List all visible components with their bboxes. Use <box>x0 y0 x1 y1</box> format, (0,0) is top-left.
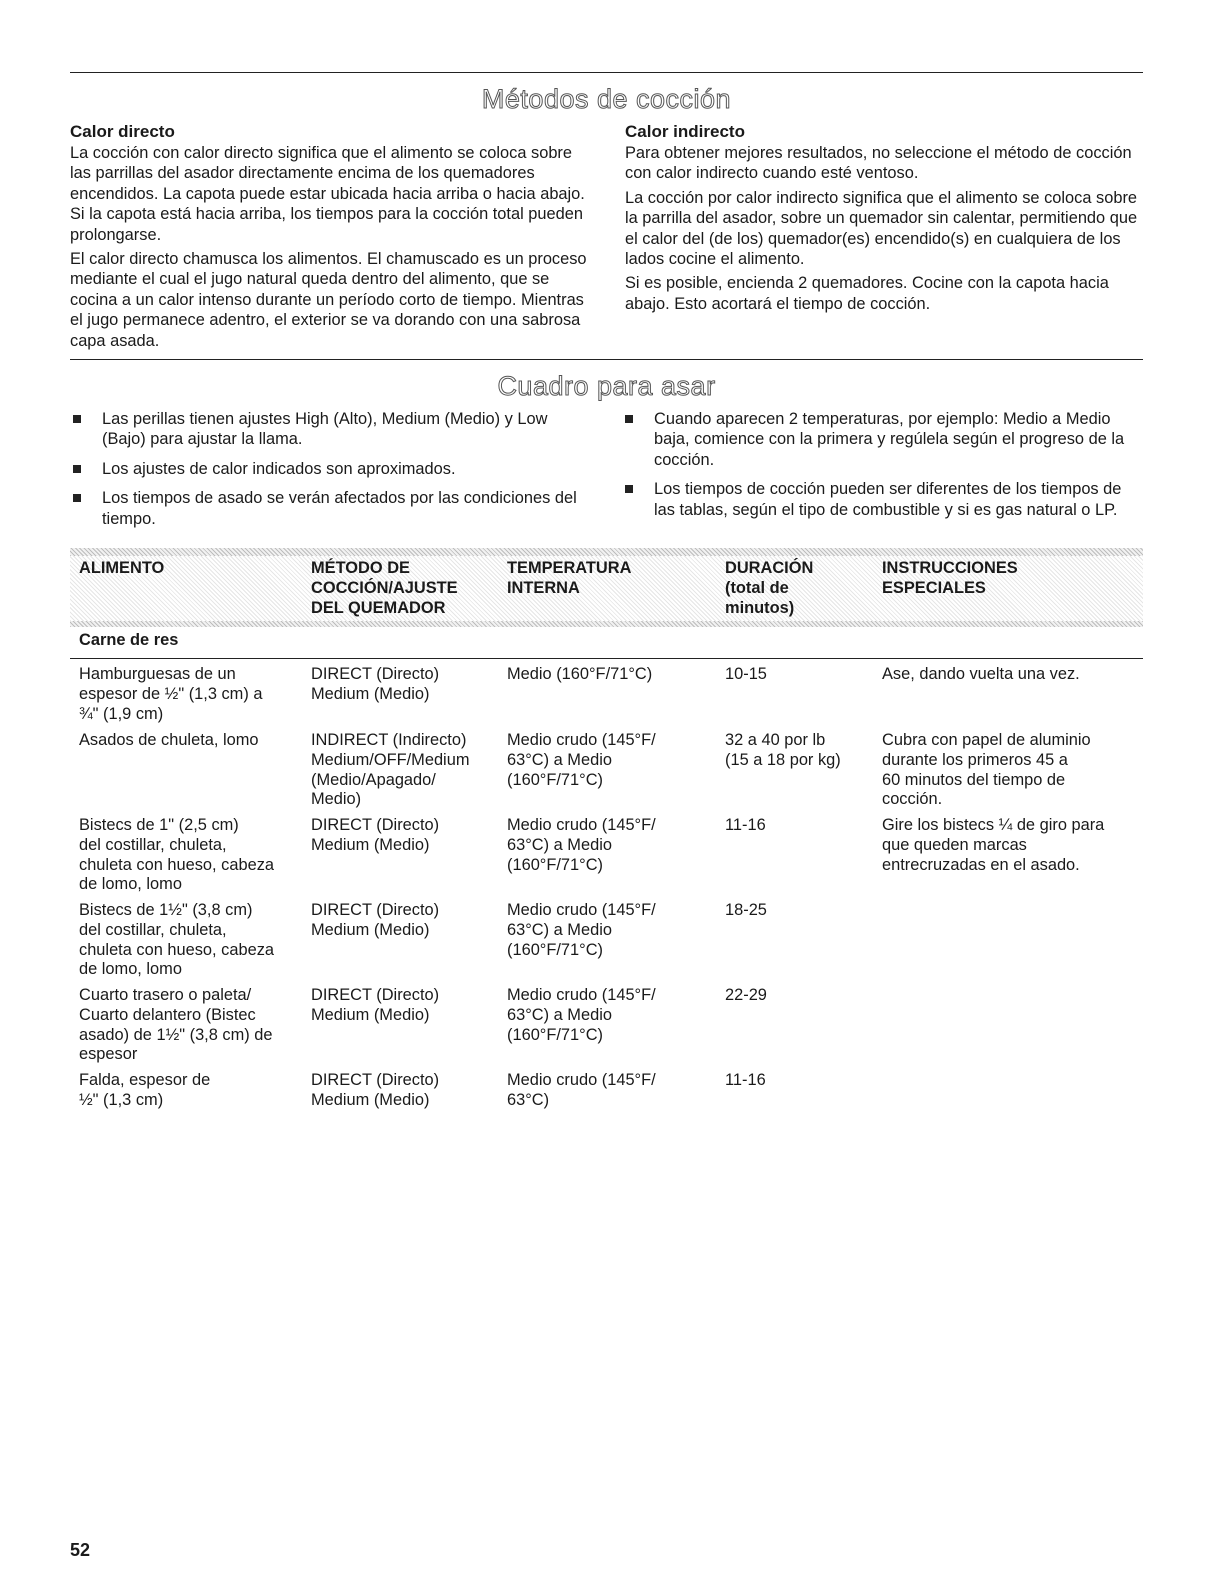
indirect-heat-heading: Calor indirecto <box>625 122 745 141</box>
table-cell-instructions: Cubra con papel de aluminio durante los primeros 45 a 60 minutos del tiempo de cocción. <box>882 731 1091 809</box>
table-cell-food: Asados de chuleta, lomo <box>79 731 259 749</box>
header-instructions: INSTRUCCIONES ESPECIALES <box>882 559 1018 597</box>
table-cell-food: Hamburguesas de un espesor de ½" (1,3 cm) a ¾" (1,9 cm) <box>79 665 263 723</box>
notes-right-list <box>622 409 1143 529</box>
table-cell-method: DIRECT (Directo) Medium (Medio) <box>311 986 440 1024</box>
list-item: Los tiempos de cocción pueden ser diferentes de los tiempos de las tablas, según el tipo de combustible y si es gas natural o LP. <box>622 479 1143 520</box>
list-item: Las perillas tienen ajustes High (Alto), Medium (Medio) y Low (Bajo) para ajustar la llama. <box>70 409 595 450</box>
bullet-square-icon <box>625 415 633 423</box>
header-food: ALIMENTO <box>79 559 165 577</box>
table-cell-duration: 32 a 40 por lb (15 a 18 por kg) <box>725 731 841 769</box>
table-cell-duration: 10-15 <box>725 665 767 683</box>
table-cell-temperature: Medio crudo (145°F/ 63°C) <box>507 1071 656 1109</box>
bullet-square-icon <box>73 465 81 473</box>
bullet-square-icon <box>625 485 633 493</box>
table-cell-food: Bistecs de 1" (2,5 cm) del costillar, chuleta, chuleta con hueso, cabeza de lomo, lomo <box>79 816 275 894</box>
header-temperature: TEMPERATURA INTERNA <box>507 559 632 597</box>
direct-heat-heading: Calor directo <box>70 122 175 141</box>
table-cell-duration: 11-16 <box>725 816 766 834</box>
table-cell-method: INDIRECT (Indirecto) Medium/OFF/Medium (Medio/Apagado/ Medio) <box>311 731 470 809</box>
table-top-band <box>70 548 1143 556</box>
table-cell-method: DIRECT (Directo) Medium (Medio) <box>311 901 440 939</box>
methods-title: Métodos de cocción <box>481 84 732 114</box>
table-cell-food: Cuarto trasero o paleta/ Cuarto delantero (Bistec asado) de 1½" (3,8 cm) de espesor <box>79 986 273 1064</box>
table-cell-duration: 18-25 <box>725 901 767 919</box>
chart-title: Cuadro para asar <box>497 371 716 401</box>
section-rule <box>70 658 1143 659</box>
table-cell-duration: 11-16 <box>725 1071 766 1089</box>
table-header-bottom-band <box>70 621 1143 627</box>
indirect-heat-column <box>625 121 1143 318</box>
table-cell-temperature: Medio crudo (145°F/ 63°C) a Medio (160°F/71°C) <box>507 986 656 1044</box>
list-item: Los ajustes de calor indicados son aproximados. <box>70 459 595 479</box>
section-beef-label: Carne de res <box>79 631 179 649</box>
table-cell-instructions: Ase, dando vuelta una vez. <box>882 665 1080 683</box>
list-item: Cuando aparecen 2 temperaturas, por ejemplo: Medio a Medio baja, comience con la primera y regúlela según el progreso de la cocción. <box>622 409 1143 470</box>
indirect-heat-paragraph: La cocción por calor indirecto significa que el alimento se coloca sobre la parrilla del asador, sobre un quemador sin calentar, permitiendo que el calor del (de los) quemador(es) encendido(s) en cualquiera de los lados cocine el alimento. <box>625 188 1138 269</box>
chart-rule <box>70 359 1143 360</box>
table-cell-temperature: Medio crudo (145°F/ 63°C) a Medio (160°F/71°C) <box>507 731 656 789</box>
indirect-heat-paragraph: Para obtener mejores resultados, no seleccione el método de cocción con calor indirecto cuando esté ventoso. <box>625 144 1132 183</box>
table-cell-duration: 22-29 <box>725 986 767 1004</box>
page-number: 52 <box>70 1540 91 1560</box>
table-cell-temperature: Medio crudo (145°F/ 63°C) a Medio (160°F/71°C) <box>507 901 656 959</box>
table-cell-instructions: Gire los bistecs ¼ de giro para que queden marcas entrecruzadas en el asado. <box>882 816 1105 874</box>
bullet-square-icon <box>73 494 81 502</box>
direct-heat-paragraph: La cocción con calor directo significa que el alimento se coloca sobre las parrillas del asador directamente encima de los quemadores encendidos. La capota puede estar ubicada hacia arriba o hacia abajo. Si la capota está hacia arriba, los tiempos para la cocción total pueden prolongarse. <box>70 144 585 244</box>
table-cell-method: DIRECT (Directo) Medium (Medio) <box>311 1071 440 1109</box>
table-cell-temperature: Medio crudo (145°F/ 63°C) a Medio (160°F/71°C) <box>507 816 656 874</box>
header-duration: DURACIÓN (total de minutos) <box>725 559 814 617</box>
table-cell-food: Bistecs de 1½" (3,8 cm) del costillar, chuleta, chuleta con hueso, cabeza de lomo, lomo <box>79 901 275 979</box>
direct-heat-column <box>70 121 590 355</box>
header-method: MÉTODO DE COCCIÓN/AJUSTE DEL QUEMADOR <box>311 559 458 617</box>
top-rule <box>70 72 1143 73</box>
bullet-square-icon <box>73 415 81 423</box>
indirect-heat-paragraph: Si es posible, encienda 2 quemadores. Cocine con la capota hacia abajo. Esto acortará el tiempo de cocción. <box>625 274 1109 313</box>
table-cell-temperature: Medio (160°F/71°C) <box>507 665 653 683</box>
notes-left-list <box>70 409 595 538</box>
table-cell-method: DIRECT (Directo) Medium (Medio) <box>311 816 440 854</box>
table-cell-method: DIRECT (Directo) Medium (Medio) <box>311 665 440 703</box>
table-cell-food: Falda, espesor de ½" (1,3 cm) <box>79 1071 211 1109</box>
direct-heat-paragraph: El calor directo chamusca los alimentos. El chamuscado es un proceso mediante el cual el jugo natural queda dentro del alimento, que se cocina a un calor intenso durante un período corto de tiempo. Mientras el jugo permanece adentro, el exterior se va dorando con una sabrosa capa asada. <box>70 250 587 350</box>
list-item: Los tiempos de asado se verán afectados por las condiciones del tiempo. <box>70 488 595 529</box>
